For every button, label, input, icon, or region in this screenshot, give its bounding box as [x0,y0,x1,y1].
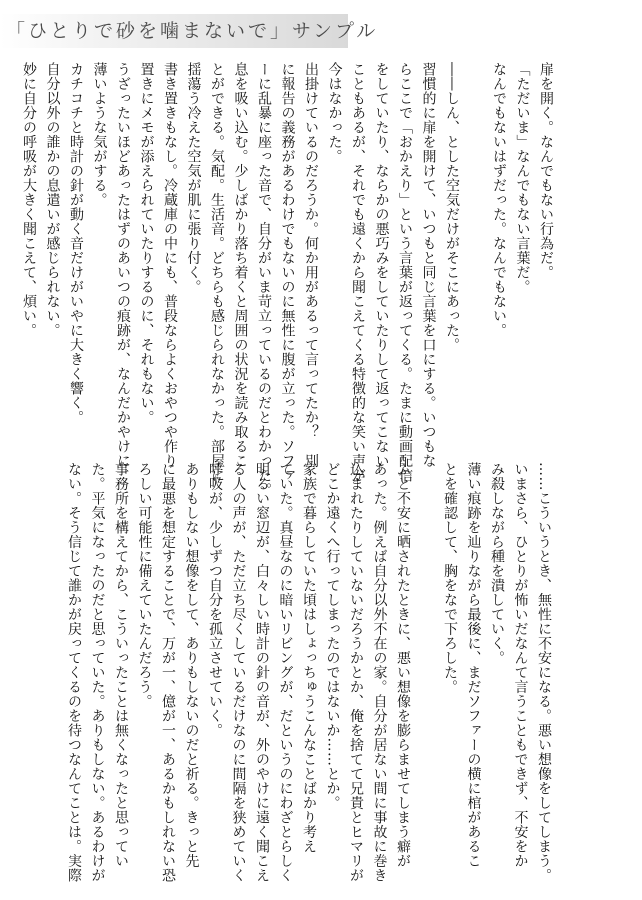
text-line: ない。そう信じて誰かが戻ってくるのを待つなんてことは。実際 [66,462,82,883]
text-line: らここで「おかえり」という言葉が返ってくる。たまに動画配信 [397,62,413,483]
text-line: なんでもないはずだった。なんでもない。 [491,62,507,338]
text-line: ――しん、とした空気だけがそこにあった。 [444,62,460,352]
text-line: た。平気になったのだと思っていた。ありもしない。あるわけが [89,462,106,883]
text-line: うざったいほどあったはずのあいつの痕跡が、なんだかやけに [115,62,131,468]
text-line: 置きにメモが添えられていたりするのに、それもない。 [138,62,155,425]
text-line: 込まれたりしていないだろうかとか、俺を捨てて兄貴とヒマリが [348,462,364,883]
text-line: 書き置きもなし。冷蔵庫の中にも、普段ならよくおやつや作り [162,62,178,468]
text-line: 揺蕩う冷えた空気が肌に張り付く。 [185,62,202,294]
text-line: いまさら、ひとりが怖いだなんて言うこともできず、不安をか [512,462,529,868]
text-block-lower [62,462,556,883]
text-line: をしていたり、ならかの悪巧みをしていたりして返ってこない [373,62,390,468]
text-line: ……こういうとき、無性に不安になる。悪い想像をしてしまう。 [536,462,552,883]
sample-header-banner [0,14,379,48]
text-line: ありもしない想像をして、ありもしないのだと祈る。きっと先 [183,462,200,868]
text-line: ーに乱暴に座った音で、自分がいま苛立っているのだとわかった。 [256,62,272,497]
sample-title: 「ひとりで砂を噛まないで」サンプル [6,20,379,42]
text-line: ろしい可能性に備えていたんだろう。 [136,462,153,709]
text-line: 事務所を構えてから、こういったことは無くなったと思ってい [113,462,129,868]
text-line: 出掛けているのだろうか。何か用があるって言ってたか？ 別 [303,62,319,468]
text-line: 妙に自分の呼吸が大きく聞こえて、煩い。 [21,62,37,338]
text-line: 薄いような気がする。 [91,62,108,207]
blank-line [414,462,438,876]
text-line: ていた。真昼なのに暗いリビングが、だというのにわざとらしく [277,462,294,883]
text-line: あった。例えば自分以外不在の家。自分が居ない間に事故に巻き [371,462,388,883]
text-line: 今はなかった。 [326,62,343,164]
text-line: 呼吸が、少しずつ自分を孤立させていく。 [207,462,223,738]
text-line: 薄い痕跡を辿りながら最後に、まだソファーの横に棺があるこ [465,462,482,868]
text-line: に報告の義務があるわけでもないのに無性に腹が立った。ソファ [279,62,296,483]
text-line: ふと不安に晒されたときに、悪い想像を膨らませてしまう癖が [395,462,411,868]
text-line: どこか遠くへ行ってしまったのではないか……とか。 [324,462,341,810]
text-line: 扉を開く。なんでもない行為だ。 [538,62,554,280]
text-line: こともあるが、それでも遠くから聞こえてくる特徴的な笑い声が [350,62,366,483]
text-line: る人の声が、ただ立ち尽くしているだけなのに間隔を狭めていく [230,462,247,883]
text-line: 自分以外の誰かの息遣いが感じられない。 [44,62,61,338]
text-line: とができる。気配。生活音。どちらも感じられなかった。部屋に [209,62,225,483]
text-line: 息を吸い込む。少しばかり落ち着くと周囲の状況を読み取るこ [232,62,249,468]
text-line: カチコチと時計の針が動く音だけがいやに大きく響く。 [68,62,84,425]
text-line: 「ただいま」なんでもない言葉だ。 [514,62,531,294]
text-line: 家族で暮らしていた頃はしょっちゅうこんなことばかり考え [301,462,317,854]
text-line: 習慣的に扉を開けて、いつもと同じ言葉を口にする。いつもな [420,62,437,468]
text-line: み殺しながら種を潰していく。 [489,462,505,665]
blank-line [463,62,487,472]
text-line: とを確認して、胸をなで下ろした。 [442,462,458,694]
text-block-upper [17,62,558,497]
text-line: 明るい窓辺が、白々しい時計の針の音が、外のやけに遠く聞こえ [254,462,270,883]
text-line: に最悪を想定することで、万が一、億が一、あるかもしれない恐 [160,462,176,883]
